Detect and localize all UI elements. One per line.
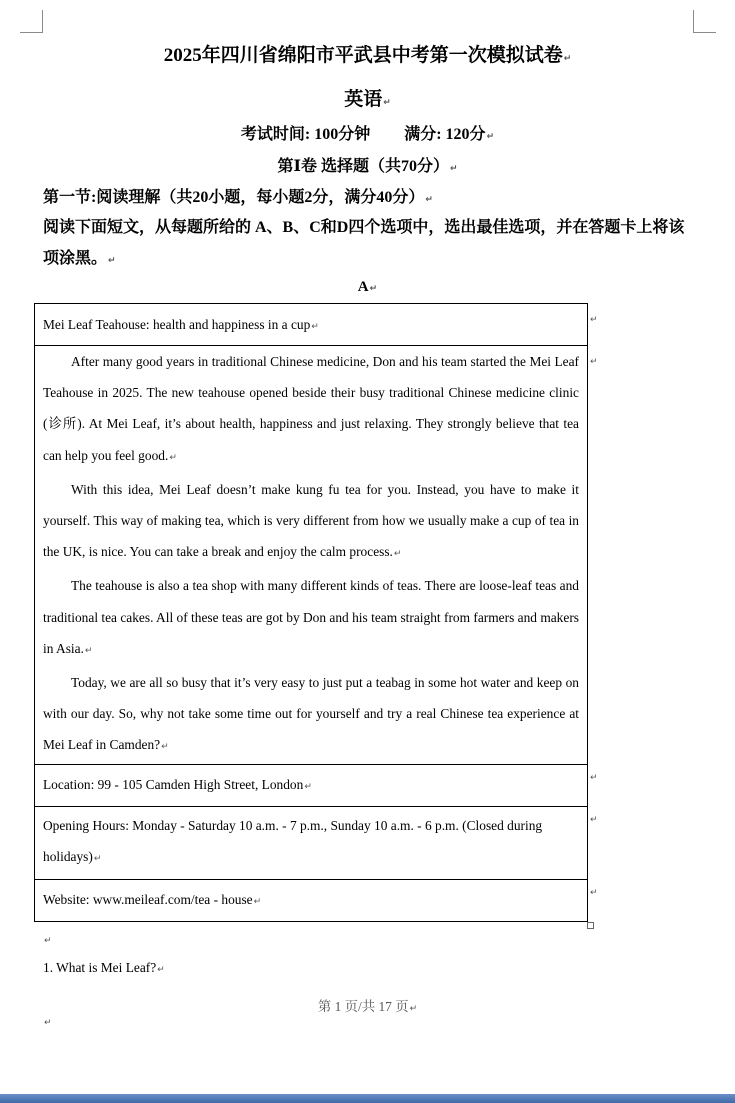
- row-end-mark-icon: ↵: [590, 773, 598, 783]
- website-cell: Website: www.meileaf.com/tea - house↵: [35, 879, 588, 921]
- crop-mark-top-left: [20, 10, 43, 33]
- exam-info: [0, 121, 735, 144]
- volume-heading: 第Ⅰ卷 选择题（共70分）↵: [277, 158, 458, 175]
- row-end-mark-icon: ↵: [590, 888, 598, 898]
- paragraph-mark-icon: ↵: [169, 452, 177, 463]
- paragraph-mark-icon: ↵: [369, 284, 378, 294]
- paragraph-mark-icon: ↵: [425, 195, 433, 205]
- exam-time: 考试时间: 100分钟: [240, 126, 371, 143]
- paragraph-mark-icon: ↵: [383, 98, 391, 108]
- paragraph-mark-icon: ↵: [44, 1018, 52, 1028]
- passage-paragraph: The teahouse is also a tea shop with many different kinds of teas. There are loose-leaf teas and traditional tea cakes. All of these teas are got by Don and his team straight from farmers and makers in Asia.↵: [43, 578, 579, 656]
- paragraph-mark-icon: ↵: [44, 936, 52, 946]
- table-row: [35, 304, 588, 346]
- paragraph-mark-icon: ↵: [93, 854, 102, 865]
- location-cell: Location: 99 - 105 Camden High Street, London↵: [35, 764, 588, 806]
- passage-paragraph: Today, we are all so busy that it’s very easy to just put a teabag in some hot water and keep on with our day. So, why not take some time out for yourself and try a real Chinese tea experience at Mei Leaf in Camden?↵: [43, 675, 579, 753]
- paragraph-mark-icon: ↵: [108, 256, 116, 266]
- paragraph-mark-icon: ↵: [449, 164, 458, 174]
- paragraph-mark-icon: ↵: [304, 782, 312, 793]
- section-heading: 第一节:阅读理解（共20小题，每小题2分，满分40分）↵: [43, 189, 433, 206]
- table-row: [35, 764, 588, 806]
- paragraph-mark-icon: ↵: [486, 132, 495, 142]
- paragraph-mark-icon: ↵: [84, 645, 93, 656]
- row-end-mark-icon: ↵: [590, 357, 598, 367]
- paragraph-mark-icon: ↵: [563, 54, 572, 64]
- opening-hours-cell: Opening Hours: Monday - Saturday 10 a.m. - 7 p.m., Sunday 10 a.m. - 6 p.m. (Closed during holidays)↵: [35, 806, 588, 879]
- table-row: [35, 346, 588, 765]
- subject-title: 英语↵: [344, 89, 391, 110]
- row-end-mark-icon: ↵: [590, 815, 598, 825]
- section-instructions: 阅读下面短文，从每题所给的 A、B、C和D四个选项中，选出最佳选项，并在答题卡上将该项涂黑。↵: [43, 219, 685, 267]
- passage-label: A↵: [357, 279, 378, 295]
- crop-mark-top-right: [693, 10, 716, 33]
- empty-paragraph: [43, 1013, 52, 1029]
- paragraph-mark-icon: ↵: [409, 1004, 418, 1014]
- passage-paragraph: With this idea, Mei Leaf doesn’t make kung fu tea for you. Instead, you have to make it yourself. This way of making tea, which is very different from how we usually make a cup of tea in the UK, is nice. You can take a break and enjoy the calm process.↵: [43, 481, 579, 560]
- page-footer: 第 1 页/共 17 页↵: [317, 999, 418, 1014]
- window-bottom-bar: [0, 1094, 735, 1103]
- paragraph-mark-icon: ↵: [253, 897, 262, 908]
- passage-title: Mei Leaf Teahouse: health and happiness in a cup: [43, 316, 311, 332]
- passage-paragraph: After many good years in traditional Chinese medicine, Don and his team started the Mei Leaf Teahouse in 2025. The new teahouse opened beside their busy traditional Chinese medicine clinic (诊所). At Mei Leaf, it’s about health, happiness and just relaxing. They strongly believe that tea can help you feel good.↵: [43, 354, 579, 463]
- passage-body-cell: [35, 346, 588, 765]
- passage-table: [34, 303, 588, 922]
- paragraph-mark-icon: ↵: [311, 321, 319, 332]
- table-row: [35, 806, 588, 879]
- empty-paragraph: [43, 931, 52, 947]
- question-item: 1. What is Mei Leaf?↵: [43, 960, 165, 975]
- table-row: [35, 879, 588, 921]
- paragraph-mark-icon: ↵: [393, 549, 402, 560]
- table-resize-handle[interactable]: [587, 922, 594, 929]
- row-end-mark-icon: ↵: [590, 315, 598, 325]
- paragraph-mark-icon: ↵: [161, 742, 169, 753]
- exam-title: 2025年四川省绵阳市平武县中考第一次模拟试卷↵: [163, 45, 572, 66]
- paragraph-mark-icon: ↵: [157, 965, 165, 975]
- full-score: 满分: 120分: [404, 126, 486, 143]
- passage-title-cell: [35, 304, 588, 346]
